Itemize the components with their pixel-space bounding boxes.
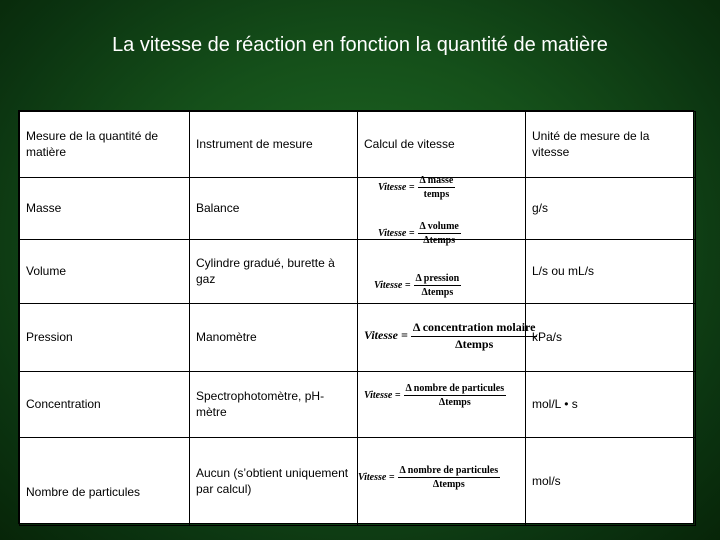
header-calcul: Calcul de vitesse — [358, 112, 526, 178]
cell-unite: kPa/s — [526, 304, 696, 372]
cell-unite: g/s — [526, 178, 696, 240]
cell-instrument: Manomètre — [190, 304, 358, 372]
cell-calcul — [358, 175, 526, 246]
header-unite: Unité de mesure de la vitesse — [526, 112, 696, 178]
cell-mesure: Nombre de particules — [20, 438, 190, 526]
formula-particules-2: Vitesse = $\frac{\text{Δ nombre de particules}}{\text{Δtemps}}$ — [358, 465, 499, 490]
cell-calcul — [358, 304, 536, 372]
cell-instrument: Cylindre gradué, burette à gaz — [190, 240, 358, 304]
formula-masse: Vitesse = $\frac{\text{Δ masse}}{\text{temps}}$ — [378, 175, 454, 200]
header-mesure: Mesure de la quantité de matière — [20, 112, 190, 178]
cell-instrument: Balance — [190, 178, 358, 240]
formula-volume: Vitesse = $\frac{\text{Δ volume}}{\text{Δtemps}}$ — [378, 221, 459, 246]
table-row — [20, 438, 696, 526]
formula-particules: Vitesse = $\frac{\text{Δ nombre de particules}}{\text{Δtemps}}$ — [364, 383, 505, 408]
formula-pression: Vitesse = $\frac{\text{Δ pression}}{\text{Δtemps}}$ — [374, 273, 460, 298]
cell-unite: mol/s — [526, 438, 696, 526]
table-row — [20, 304, 696, 372]
cell-instrument: Aucun (s’obtient uniquement par calcul) — [190, 438, 358, 526]
cell-mesure: Volume — [20, 240, 190, 304]
formula-concentration: Vitesse = $\frac{\text{Δ concentration molaire}}{\text{Δtemps}}$ — [364, 320, 536, 351]
slide-title: La vitesse de réaction en fonction la quantité de matière — [112, 34, 608, 56]
cell-mesure: Masse — [20, 178, 190, 240]
cell-calcul — [358, 438, 526, 526]
table-row — [20, 178, 696, 240]
cell-calcul — [358, 240, 526, 304]
table-header-row — [20, 112, 696, 178]
table-row — [20, 240, 696, 304]
cell-mesure: Concentration — [20, 372, 190, 438]
cell-mesure: Pression — [20, 304, 190, 372]
table-row — [20, 372, 696, 438]
cell-unite: L/s ou mL/s — [526, 240, 696, 304]
table — [19, 111, 696, 526]
cell-unite: mol/L • s — [526, 372, 696, 438]
rate-table — [18, 110, 694, 524]
header-instrument: Instrument de mesure — [190, 112, 358, 178]
cell-instrument: Spectrophotomètre, pH-mètre — [190, 372, 358, 438]
cell-calcul — [358, 372, 526, 438]
